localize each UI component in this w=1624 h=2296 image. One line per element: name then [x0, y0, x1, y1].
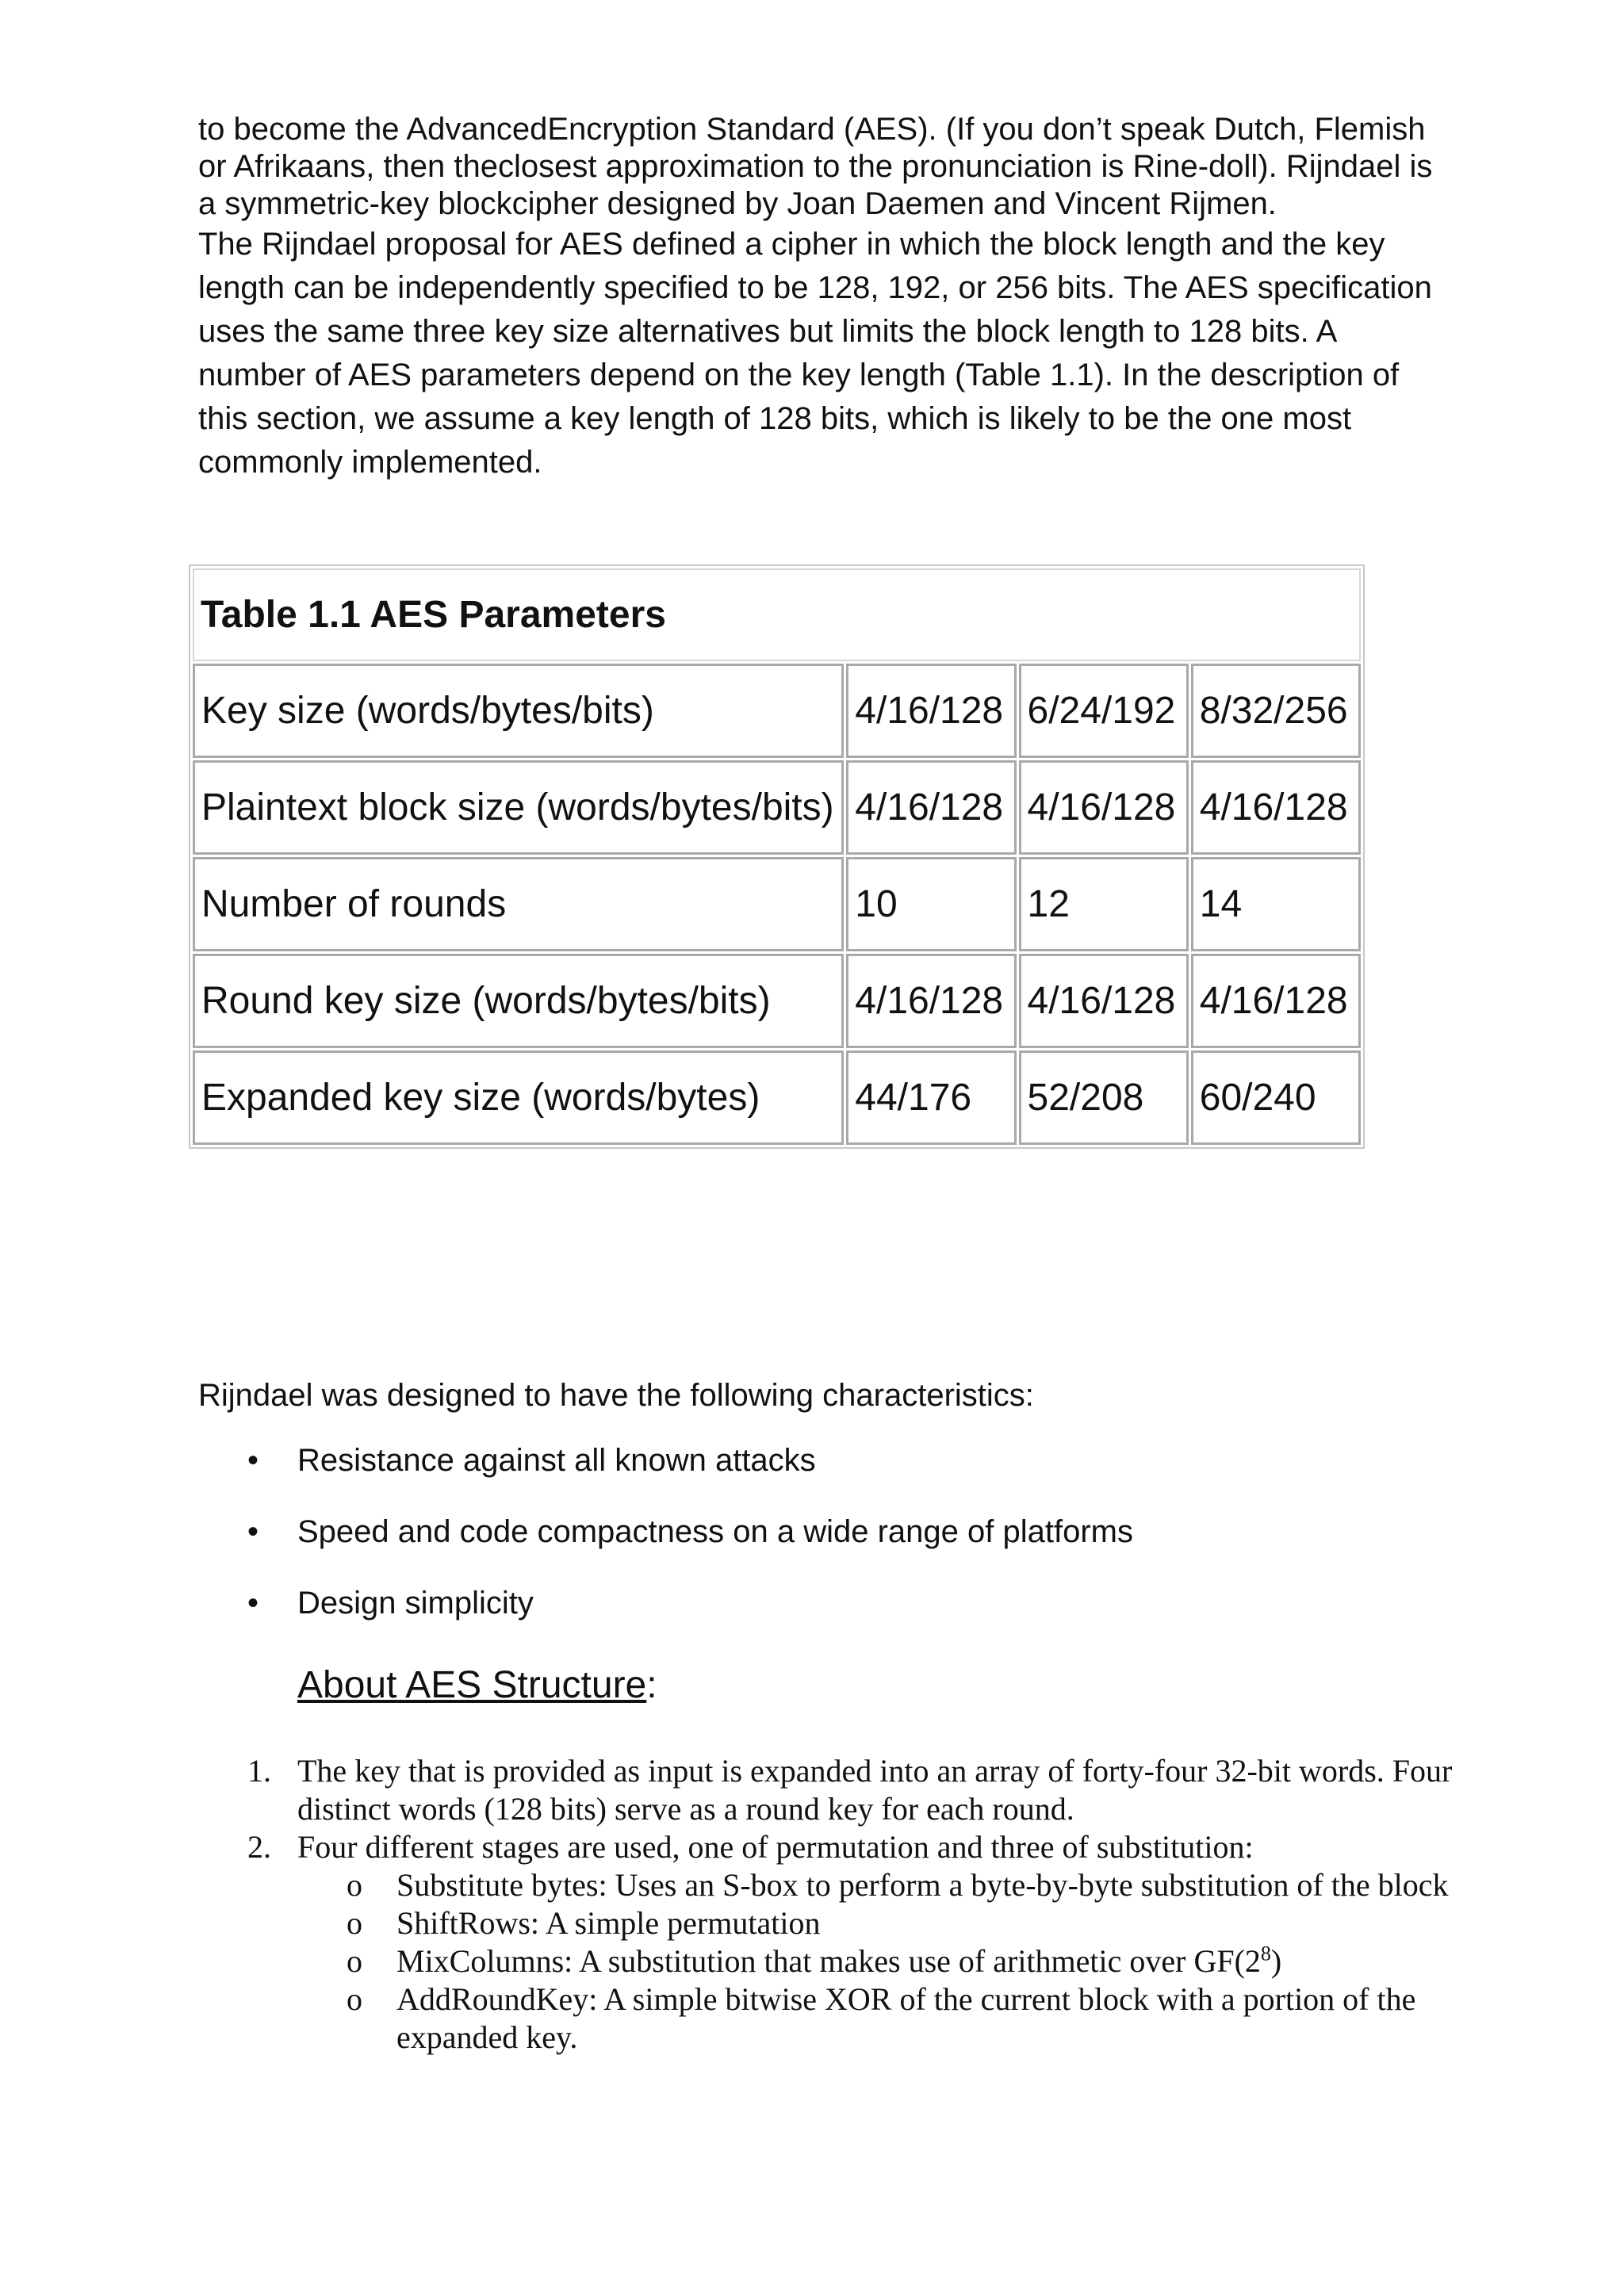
row-label: Plaintext block size (words/bytes/bits): [193, 760, 844, 855]
circle-bullet-icon: o: [347, 1867, 362, 1903]
list-item-text: Speed and code compactness on a wide range of platforms: [297, 1514, 1133, 1549]
bullet-icon: •: [247, 1514, 259, 1549]
list-item: [198, 1586, 1133, 1657]
value-aes128: 4/16/128: [846, 664, 1016, 758]
row-label: Key size (words/bytes/bits): [193, 664, 844, 758]
circle-bullet-icon: o: [347, 1943, 362, 1979]
table-row: [193, 760, 1361, 855]
value-aes192: 12: [1019, 857, 1189, 951]
stages-sublist: [297, 1866, 1467, 2057]
section-heading-colon: :: [646, 1664, 657, 1706]
section-heading-text: About AES Structure: [297, 1664, 647, 1706]
value-aes192: 6/24/192: [1019, 664, 1189, 758]
row-label: Expanded key size (words/bytes): [193, 1050, 844, 1145]
value-aes256: 4/16/128: [1191, 760, 1361, 855]
intro-paragraph-2: The Rijndael proposal for AES defined a cipher in which the block length and the key length can be independently specified to be 128, 192, or 256 bits. The AES specification uses the same three key size alternatives but limits the block length to 128 bits. A number of AES parameters depend on the key length (Table 1.1). In the description of this section, we assume a key length of 128 bits, which is likely to be the one most commonly implemented.: [198, 227, 1432, 480]
sub-list-item: [297, 1866, 1467, 1904]
mixcolumns-suffix: ): [1270, 1943, 1282, 1979]
characteristics-list: [198, 1443, 1133, 1657]
bullet-icon: •: [247, 1443, 259, 1478]
list-item-text: Resistance against all known attacks: [297, 1443, 816, 1478]
sub-list-item: [297, 1942, 1467, 1980]
value-aes128: 4/16/128: [846, 760, 1016, 855]
sub-list-item: [297, 1904, 1467, 1942]
mixcolumns-text: MixColumns: A substitution that makes use of arithmetic over GF(2: [396, 1943, 1261, 1979]
list-number: 1.: [247, 1753, 271, 1789]
sub-item-text: AddRoundKey: A simple bitwise XOR of the current block with a portion of the expanded key.: [396, 1981, 1416, 2055]
intro-paragraph-1: to become the AdvancedEncryption Standard (AES). (If you don’t speak Dutch, Flemish or Afrikaans, then theclosest approximation to the pronunciation is Rine-doll). Rijndael is a symmetric-key blockcipher designed by Joan Daemen and Vincent Rijmen.: [198, 112, 1433, 221]
value-aes192: 4/16/128: [1019, 954, 1189, 1048]
table-row: [193, 664, 1361, 758]
value-aes256: 8/32/256: [1191, 664, 1361, 758]
structure-list: [198, 1752, 1467, 2057]
section-heading: [297, 1663, 657, 1707]
value-aes128: 10: [846, 857, 1016, 951]
table-row: [193, 1050, 1361, 1145]
bullet-icon: •: [247, 1586, 259, 1621]
superscript: 8: [1260, 1942, 1271, 1965]
sub-list-item: [297, 1980, 1467, 2057]
list-item-text: Design simplicity: [297, 1586, 534, 1621]
list-item: [198, 1443, 1133, 1514]
value-aes256: 4/16/128: [1191, 954, 1361, 1048]
characteristics-intro: Rijndael was designed to have the following characteristics:: [198, 1378, 1034, 1413]
value-aes192: 4/16/128: [1019, 760, 1189, 855]
row-label: Number of rounds: [193, 857, 844, 951]
table-title-row: [193, 568, 1361, 661]
table-title: Table 1.1 AES Parameters: [193, 568, 1361, 661]
value-aes128: 4/16/128: [846, 954, 1016, 1048]
sub-item-text: Substitute bytes: Uses an S-box to perform a byte-by-byte substitution of the block: [396, 1867, 1449, 1903]
list-item: [198, 1752, 1467, 1828]
value-aes192: 52/208: [1019, 1050, 1189, 1145]
sub-item-text: [396, 1943, 1281, 1979]
list-item-text: The key that is provided as input is expanded into an array of forty-four 32-bit words. Four distinct words (128 bits) serve as a round key for each round.: [297, 1753, 1453, 1827]
circle-bullet-icon: o: [347, 1905, 362, 1941]
table-row: [193, 857, 1361, 951]
sub-item-text: ShiftRows: A simple permutation: [396, 1905, 821, 1941]
list-item-text: Four different stages are used, one of permutation and three of substitution:: [297, 1829, 1254, 1865]
circle-bullet-icon: o: [347, 1981, 362, 2017]
value-aes128: 44/176: [846, 1050, 1016, 1145]
intro-text: [198, 111, 1451, 484]
list-number: 2.: [247, 1829, 271, 1865]
aes-parameters-table: [189, 564, 1365, 1149]
value-aes256: 14: [1191, 857, 1361, 951]
table-row: [193, 954, 1361, 1048]
row-label: Round key size (words/bytes/bits): [193, 954, 844, 1048]
list-item: [198, 1514, 1133, 1586]
list-item: [198, 1828, 1467, 2057]
value-aes256: 60/240: [1191, 1050, 1361, 1145]
